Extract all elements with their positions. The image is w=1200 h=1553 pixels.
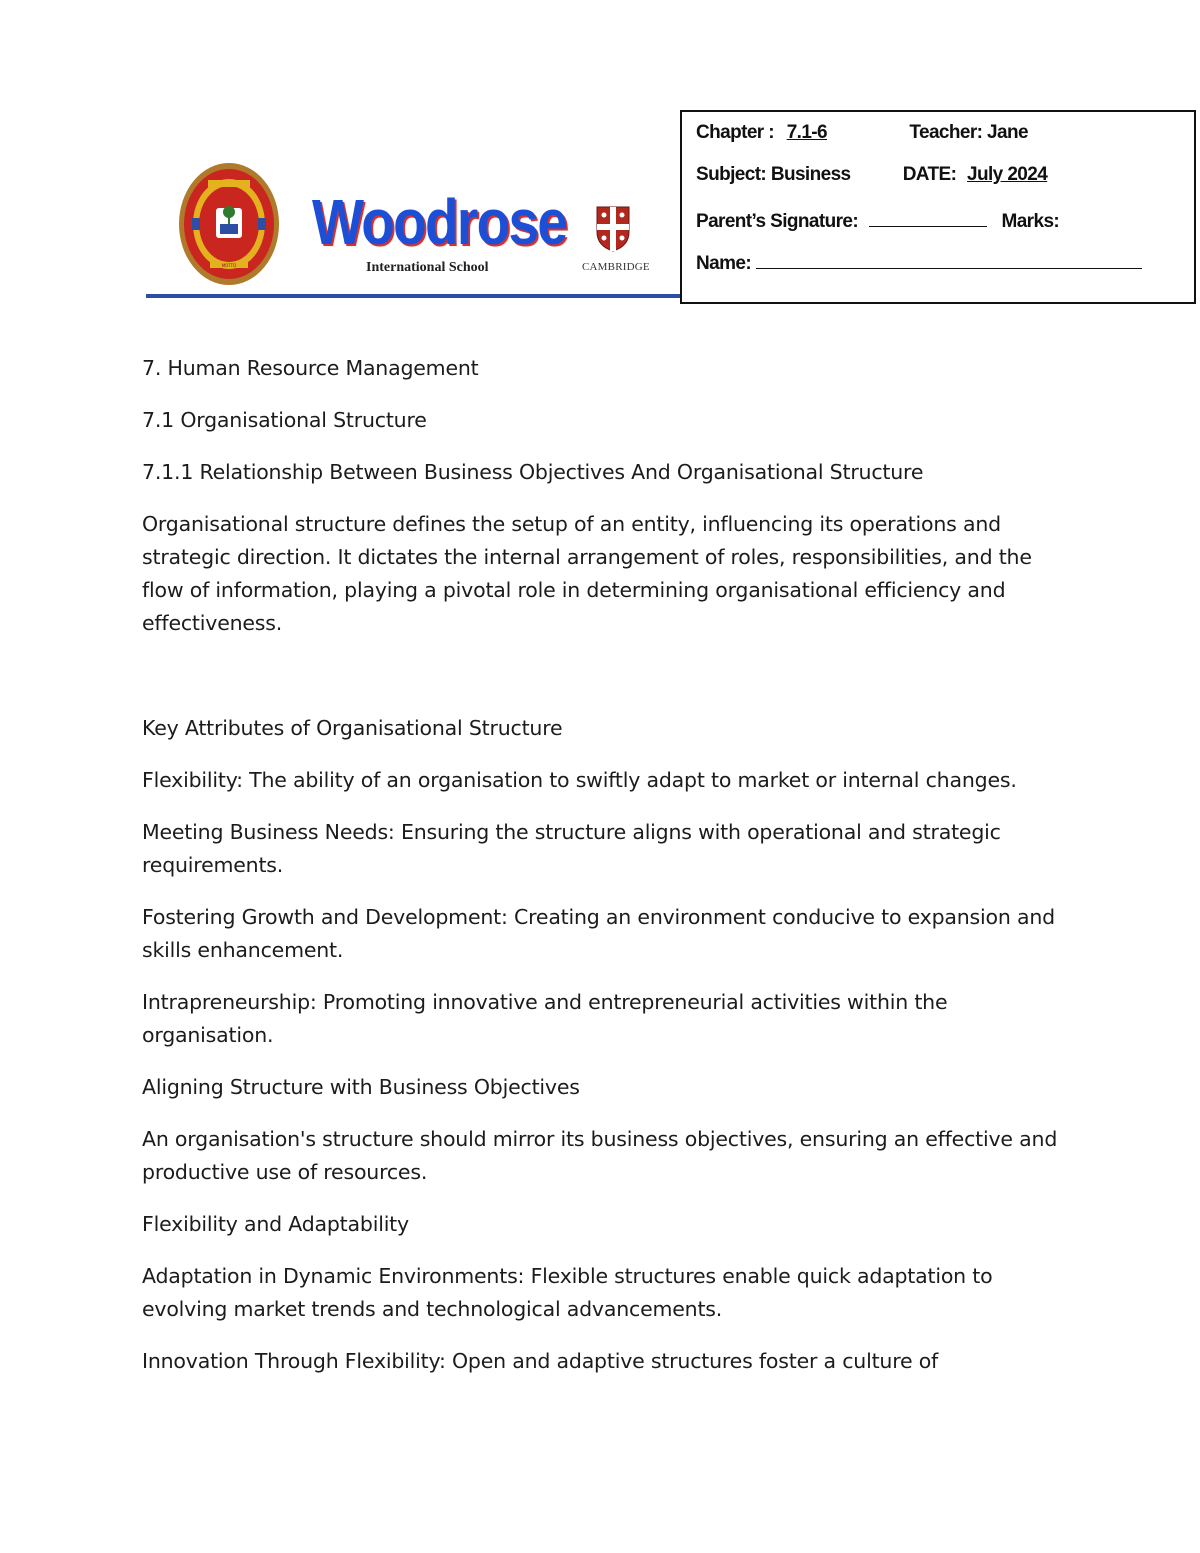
- seal-side-right: [258, 218, 266, 230]
- flexibility-heading: Flexibility and Adaptability: [142, 1212, 409, 1236]
- info-row-chapter: [696, 122, 1028, 144]
- info-row-subject: [696, 164, 1047, 186]
- section-heading: 7.1 Organisational Structure: [142, 408, 427, 432]
- seal-banner-text: MOTTO: [221, 263, 237, 268]
- school-logo-subtitle: International School: [366, 260, 489, 275]
- key-attributes-heading: Key Attributes of Organisational Structure: [142, 716, 563, 740]
- attribute-growth: Fostering Growth and Development: Creating an environment conducive to expansion and skills enhancement.: [142, 905, 1055, 962]
- seal-side-left: [192, 218, 200, 230]
- marks-label: Marks:: [1001, 211, 1060, 232]
- innovation-paragraph: Innovation Through Flexibility: Open and adaptive structures foster a culture of: [142, 1349, 939, 1373]
- attribute-business-needs: Meeting Business Needs: Ensuring the structure aligns with operational and strategic requirements.: [142, 820, 1001, 877]
- chapter-label: Chapter :: [696, 122, 774, 143]
- seal-banner-top: [208, 180, 250, 187]
- school-seal-logo: [178, 162, 280, 286]
- signature-blank[interactable]: [869, 206, 987, 227]
- name-blank[interactable]: [756, 248, 1142, 269]
- name-label: Name:: [696, 253, 752, 274]
- chapter-heading: 7. Human Resource Management: [142, 356, 479, 380]
- adaptation-paragraph: Adaptation in Dynamic Environments: Flexible structures enable quick adaptation to evolving market trends and technological advancements.: [142, 1264, 993, 1321]
- attribute-intrapreneurship: Intrapreneurship: Promoting innovative and entrepreneurial activities within the organisation.: [142, 990, 948, 1047]
- aligning-heading: Aligning Structure with Business Objectives: [142, 1075, 580, 1099]
- document-body: [142, 352, 1062, 1378]
- signature-label: Parent’s Signature:: [696, 211, 859, 232]
- info-row-name: [696, 248, 1142, 275]
- intro-paragraph: Organisational structure defines the setup of an entity, influencing its operations and strategic direction. It dictates the internal arrangement of roles, responsibilities, and the flow of information, playing a pivotal role in determining organisational efficiency and effectiveness.: [142, 512, 1032, 635]
- cambridge-label: CAMBRIDGE: [582, 261, 650, 273]
- info-row-signature: [696, 206, 1059, 233]
- header-rule: [146, 294, 682, 298]
- aligning-paragraph: An organisation's structure should mirror its business objectives, ensuring an effective and productive use of resources.: [142, 1127, 1058, 1184]
- seal-book-icon: [220, 224, 238, 234]
- attribute-flexibility: Flexibility: The ability of an organisation to swiftly adapt to market or internal changes.: [142, 768, 1017, 792]
- chapter-value: 7.1-6: [786, 122, 827, 143]
- date-label: DATE:: [902, 164, 957, 185]
- teacher-label: Teacher: Jane: [909, 122, 1028, 143]
- worksheet-info-box: [680, 110, 1196, 304]
- date-value: July 2024: [967, 164, 1048, 185]
- subject-label: Subject: Business: [696, 164, 851, 185]
- cambridge-crest-icon: [596, 206, 630, 252]
- seal-tree-icon: [223, 206, 235, 218]
- subsection-heading: 7.1.1 Relationship Between Business Objectives And Organisational Structure: [142, 460, 924, 484]
- school-logo-wordmark: Woodrose: [312, 186, 567, 258]
